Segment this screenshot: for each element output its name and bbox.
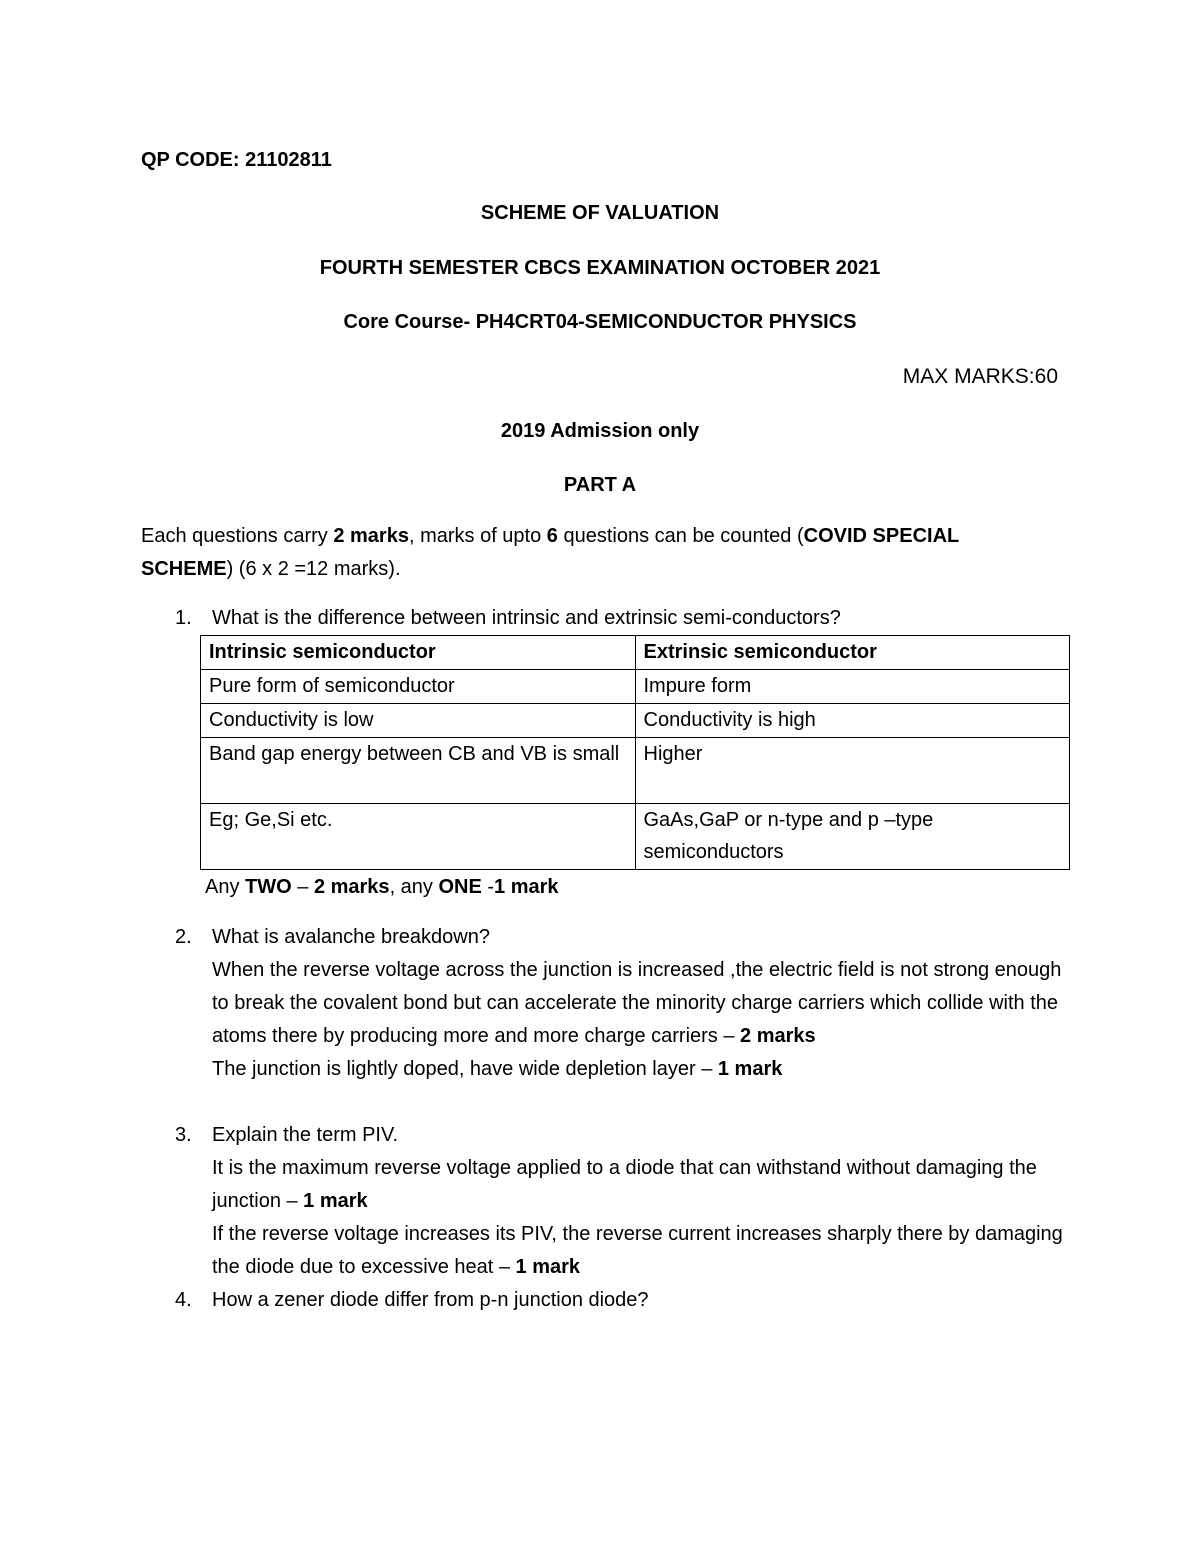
table-cell: Impure form bbox=[635, 670, 1070, 704]
instructions bbox=[141, 520, 1041, 586]
instructions-bold: COVID SPECIAL SCHEME bbox=[141, 525, 959, 580]
table-header-cell: Extrinsic semiconductor bbox=[635, 636, 1070, 670]
table-row bbox=[201, 738, 1070, 804]
table-cell: Pure form of semiconductor bbox=[201, 670, 636, 704]
question-number: 2. bbox=[175, 926, 192, 948]
table-cell: Eg; Ge,Si etc. bbox=[201, 804, 636, 870]
answer-paragraph bbox=[212, 1152, 1072, 1218]
answer-text: When the reverse voltage across the junction is increased ,the electric field is not strong enough to break the covalent bond but can accelerate the minority charge carriers which collide with the atoms there by producing more and more charge carriers – bbox=[212, 959, 1062, 1047]
table-row bbox=[201, 804, 1070, 870]
admission-note: 2019 Admission only bbox=[500, 420, 700, 442]
answer-text: It is the maximum reverse voltage applied to a diode that can withstand without damaging the junction – bbox=[212, 1157, 1037, 1212]
instructions-text: , marks of upto bbox=[408, 525, 547, 547]
answer-marks: 1 mark bbox=[717, 1058, 783, 1080]
marks-bold: 1 mark bbox=[494, 876, 559, 898]
answer-paragraph bbox=[212, 954, 1072, 1053]
answer-marks: 1 mark bbox=[303, 1190, 368, 1212]
question-number: 1. bbox=[175, 607, 192, 629]
marks-text: – bbox=[291, 876, 314, 898]
question-number: 4. bbox=[175, 1289, 192, 1311]
comparison-table bbox=[200, 635, 1070, 870]
answer-marks: 1 mark bbox=[515, 1256, 581, 1278]
table-cell: Band gap energy between CB and VB is small bbox=[201, 738, 636, 804]
qp-code: QP CODE: 21102811 bbox=[141, 149, 332, 171]
table-cell: GaAs,GaP or n-type and p –type semiconductors bbox=[635, 804, 1070, 870]
max-marks: MAX MARKS:60 bbox=[902, 365, 1058, 388]
instructions-bold: 6 bbox=[546, 525, 558, 547]
answer-text: The junction is lightly doped, have wide depletion layer – bbox=[212, 1058, 718, 1080]
exam-title: FOURTH SEMESTER CBCS EXAMINATION OCTOBER 2021 bbox=[319, 257, 881, 279]
marks-text: , any bbox=[389, 876, 439, 898]
instructions-text: questions can be counted ( bbox=[557, 525, 804, 547]
table-cell: Conductivity is high bbox=[635, 704, 1070, 738]
course-title: Core Course- PH4CRT04-SEMICONDUCTOR PHYSICS bbox=[343, 311, 857, 333]
marks-text: Any bbox=[205, 876, 246, 898]
q1-marks-note bbox=[205, 871, 559, 904]
question-text: What is avalanche breakdown? bbox=[212, 926, 490, 948]
answer-marks: 2 marks bbox=[740, 1025, 816, 1047]
question-number: 3. bbox=[175, 1124, 192, 1146]
table-header-cell: Intrinsic semiconductor bbox=[201, 636, 636, 670]
table-cell: Higher bbox=[635, 738, 1070, 804]
document-title: SCHEME OF VALUATION bbox=[480, 202, 720, 224]
instructions-text: Each questions carry bbox=[141, 525, 334, 547]
question-text: How a zener diode differ from p-n junction diode? bbox=[212, 1289, 649, 1311]
instructions-bold: 2 marks bbox=[333, 525, 409, 547]
question-answer-block bbox=[212, 1119, 1072, 1284]
question-answer-block bbox=[212, 921, 1072, 1086]
marks-bold: 2 marks bbox=[313, 876, 390, 898]
question-text: What is the difference between intrinsic and extrinsic semi-conductors? bbox=[212, 607, 841, 629]
marks-text: - bbox=[481, 876, 495, 898]
marks-bold: ONE bbox=[438, 876, 482, 898]
answer-text: If the reverse voltage increases its PIV, the reverse current increases sharply there by damaging the diode due to excessive heat – bbox=[212, 1223, 1063, 1278]
instructions-text: ) (6 x 2 =12 marks). bbox=[226, 558, 401, 580]
answer-paragraph bbox=[212, 1053, 1072, 1086]
part-heading: PART A bbox=[563, 474, 637, 496]
table-row bbox=[201, 670, 1070, 704]
question-text: Explain the term PIV. bbox=[212, 1124, 399, 1146]
table-row bbox=[201, 704, 1070, 738]
table-header-row bbox=[201, 636, 1070, 670]
marks-bold: TWO bbox=[245, 876, 292, 898]
table-cell: Conductivity is low bbox=[201, 704, 636, 738]
answer-paragraph bbox=[212, 1218, 1072, 1284]
